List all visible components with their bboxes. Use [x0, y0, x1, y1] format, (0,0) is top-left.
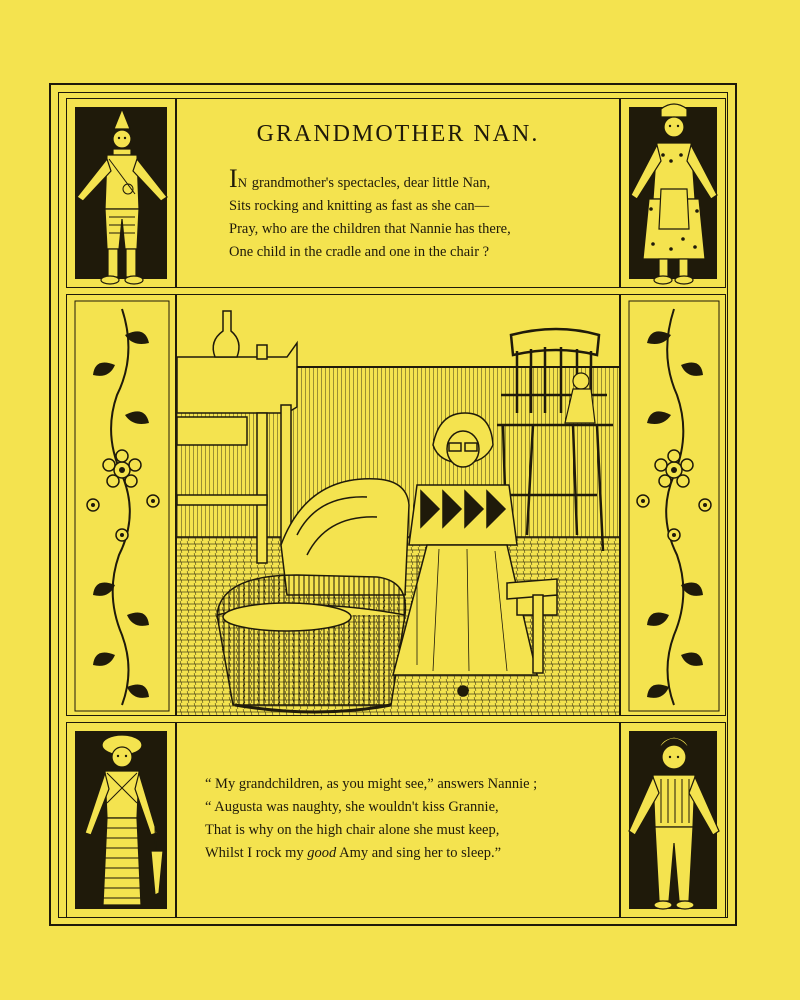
illustration-panel	[176, 294, 620, 716]
bottom-verse	[205, 773, 537, 865]
corner-panel-top-left	[66, 98, 176, 288]
floral-border-right	[620, 294, 726, 716]
verse-line-8	[205, 842, 537, 865]
verse-line-2: Sits rocking and knitting as fast as she can—	[229, 198, 490, 214]
bottom-verse-panel	[176, 722, 620, 918]
corner-panel-bottom-left	[66, 722, 176, 918]
emphasis-good: good	[307, 845, 337, 861]
top-verse	[229, 164, 511, 264]
girl-doll-figure	[621, 99, 727, 289]
verse-line-8-start: Whilst I rock my	[205, 845, 308, 861]
corner-panel-top-right	[620, 98, 726, 288]
verse-line-1-text: grandmother's spectacles, dear little Nan,	[251, 175, 491, 191]
soldier-doll-figure	[67, 99, 177, 289]
corner-panel-bottom-right	[620, 722, 726, 918]
drop-cap: I	[229, 164, 238, 193]
first-word-rest: N	[237, 175, 249, 190]
verse-line-5: “ My grandchildren, as you might see,” answers Nannie ;	[205, 776, 538, 792]
grandmother-nan-illustration	[177, 295, 620, 716]
verse-line-7: That is why on the high chair alone she must keep,	[205, 822, 500, 838]
verse-line-1	[229, 164, 511, 195]
verse-line-4: One child in the cradle and one in the chair ?	[229, 244, 490, 260]
boy-doll-figure	[621, 723, 727, 919]
top-verse-panel	[176, 98, 620, 288]
verse-line-3: Pray, who are the children that Nannie has there,	[229, 221, 511, 237]
verse-line-8-end: Amy and sing her to sleep.”	[336, 845, 502, 861]
floral-border-left	[66, 294, 176, 716]
verse-line-6: “ Augusta was naughty, she wouldn't kiss Grannie,	[205, 799, 499, 815]
lady-doll-figure	[67, 723, 177, 919]
vase	[213, 311, 267, 359]
page-title: GRANDMOTHER NAN.	[256, 121, 540, 147]
floral-vine-ornament	[67, 295, 177, 717]
floral-vine-ornament	[621, 295, 727, 717]
